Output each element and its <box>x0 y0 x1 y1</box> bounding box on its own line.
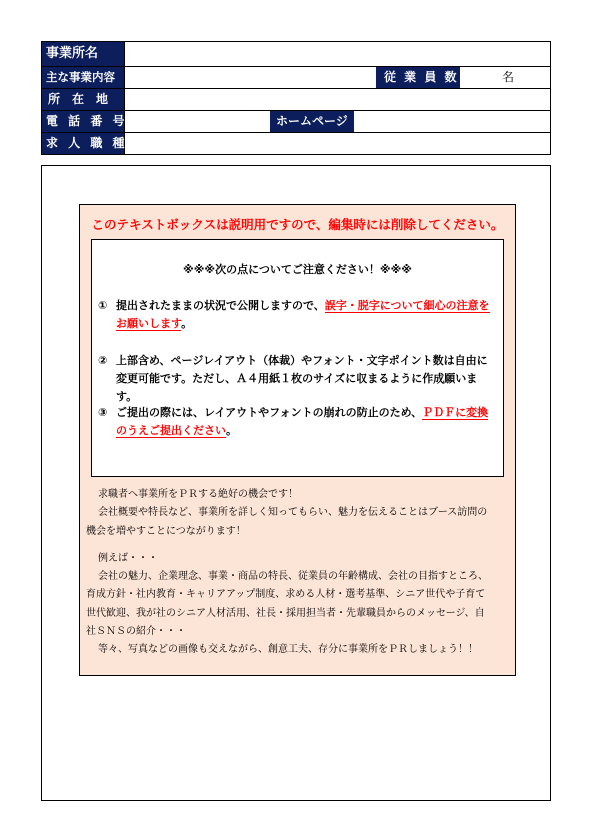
note-body <box>86 486 511 660</box>
instruction-textbox[interactable] <box>79 204 516 676</box>
item-number: ③ <box>98 406 108 419</box>
business-label: 主な事業内容 <box>42 67 125 88</box>
address-label: 所 在 地 <box>42 89 125 110</box>
body-line: 機会を増やすことにつながります！ <box>86 525 246 537</box>
employees-unit: 名 <box>502 70 515 84</box>
caution-item <box>98 404 496 440</box>
business-row[interactable] <box>42 67 550 89</box>
item-tail: 。 <box>226 424 237 437</box>
homepage-label: ホームページ <box>270 111 354 132</box>
item-text: 上部含め、ページレイアウト（体裁）やフォント・文字ポイント数は自由に変更可能です。ただし、Ａ４用紙１枚のサイズに収まるように作成願います。 <box>116 354 488 403</box>
note-title: このテキストボックスは説明用ですので、編集時には削除してください。 <box>91 217 504 232</box>
employees-label: 従 業 員 数 <box>376 67 460 88</box>
item-tail: 。 <box>181 317 193 330</box>
phone-label: 電 話 番 号 <box>42 111 125 132</box>
item-emphasis: 誤字・脱字について細心の注意をお願いします <box>116 299 490 330</box>
body-line: 育成方針・社内教育・キャリアアップ制度、求める人材・選考基準、シニア世代や子育て <box>86 589 486 601</box>
item-text: 提出されたままの状況で公開しますので、 <box>116 299 325 312</box>
office-name-row[interactable] <box>42 42 550 67</box>
job-type-row[interactable] <box>42 133 550 154</box>
caution-heading: ※※※次の点についてご注意ください！※※※ <box>183 263 412 276</box>
item-emphasis: ＰＤＦに変換のうえご提出ください <box>116 406 489 437</box>
body-line: 求職者へ事業所をＰＲする絶好の機会です！ <box>98 489 298 500</box>
body-line: 世代歓迎、我が社のシニア人材活用、社長・採用担当者・先輩職員からのメッセージ、自 <box>86 607 485 619</box>
company-info-table <box>41 41 551 155</box>
item-number: ② <box>98 354 108 367</box>
caution-item <box>98 352 496 406</box>
phone-row[interactable] <box>42 111 550 133</box>
body-line: 会社の魅力、企業理念、事業・商品の特長、従業員の年齢構成、会社の目指すところ、 <box>98 571 488 583</box>
item-text: ご提出の際には、レイアウトやフォントの崩れの防止のため、 <box>116 406 423 419</box>
body-line: 等々、写真などの画像も交えながら、創意工夫、存分に事業所をＰＲしましょう！！ <box>98 644 478 656</box>
address-row[interactable] <box>42 89 550 111</box>
body-line: 会社概要や特長など、事業所を詳しく知ってもらい、魅力を伝えることはブース訪問の <box>98 507 488 519</box>
body-line: 例えば・・・ <box>98 552 158 564</box>
office-name-label: 事業所名 <box>42 42 125 66</box>
body-line: 社ＳＮＳの紹介・・・ <box>86 626 186 638</box>
caution-item <box>98 297 496 333</box>
job-type-label: 求 人 職 種 <box>42 133 125 154</box>
caution-box <box>91 239 504 477</box>
item-number: ① <box>98 299 108 312</box>
